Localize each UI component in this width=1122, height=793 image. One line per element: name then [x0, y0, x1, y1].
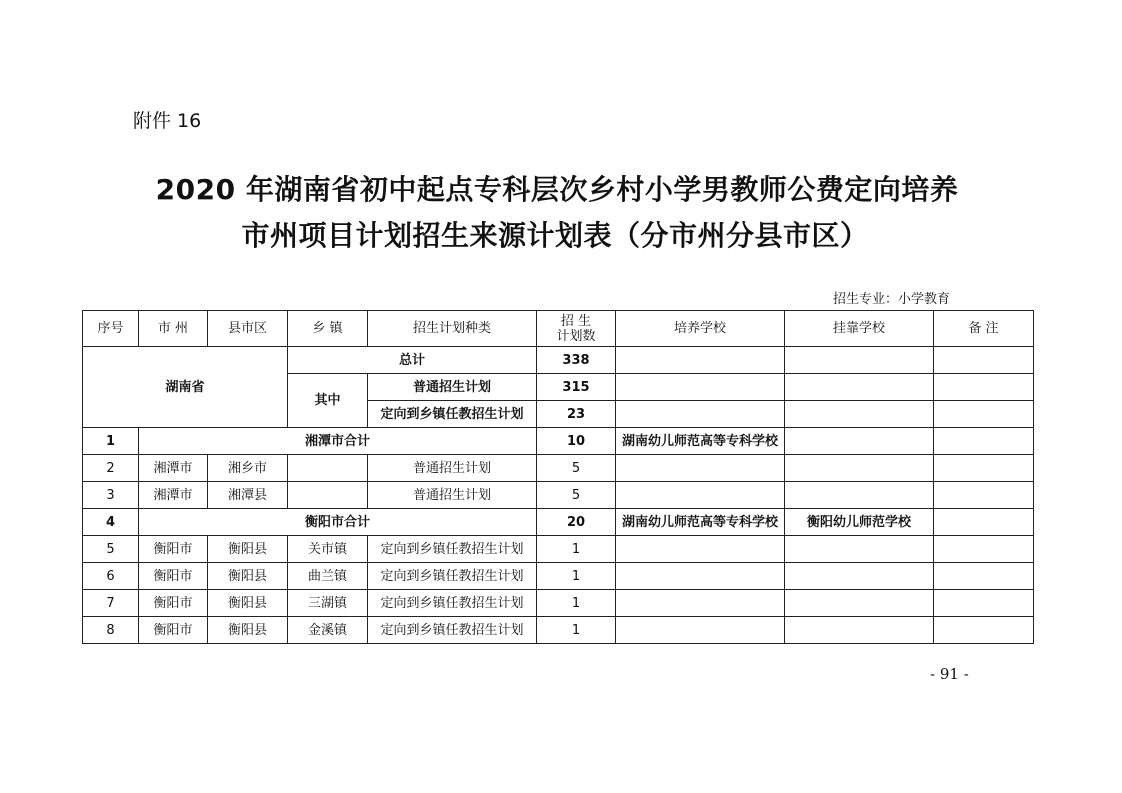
page-number: - 91 -	[930, 665, 969, 683]
header-plan-type: 招生计划种类	[368, 311, 537, 347]
row-plan-type: 定向到乡镇任教招生计划	[368, 563, 537, 590]
province-total-label: 总计	[288, 347, 537, 374]
row-seq: 7	[83, 590, 139, 617]
table-cell	[616, 482, 785, 509]
province-name: 湖南省	[83, 347, 288, 428]
row-township: 金溪镇	[288, 617, 368, 644]
row-county: 衡阳县	[208, 617, 288, 644]
city-total-affiliated-school	[785, 428, 934, 455]
table-cell	[934, 617, 1034, 644]
row-city: 衡阳市	[139, 563, 208, 590]
attachment-label: 附件 16	[133, 110, 202, 132]
table-cell	[934, 563, 1034, 590]
table-cell	[785, 374, 934, 401]
row-township	[288, 455, 368, 482]
province-among-label: 其中	[288, 374, 368, 428]
table-cell	[785, 401, 934, 428]
table-cell	[934, 347, 1034, 374]
row-count: 1	[537, 590, 616, 617]
row-city: 湘潭市	[139, 482, 208, 509]
table-cell	[616, 617, 785, 644]
table-row	[83, 455, 1034, 482]
table-row	[83, 536, 1034, 563]
table-cell	[616, 536, 785, 563]
table-row	[83, 590, 1034, 617]
table-cell	[616, 401, 785, 428]
header-township: 乡 镇	[288, 311, 368, 347]
table-cell	[616, 347, 785, 374]
city-total-training-school: 湖南幼儿师范高等专科学校	[616, 509, 785, 536]
table-cell	[785, 536, 934, 563]
province-regular-count: 315	[537, 374, 616, 401]
enrollment-plan-table	[82, 310, 1034, 644]
city-total-training-school: 湖南幼儿师范高等专科学校	[616, 428, 785, 455]
table-cell	[934, 536, 1034, 563]
header-training-school: 培养学校	[616, 311, 785, 347]
row-plan-type: 定向到乡镇任教招生计划	[368, 590, 537, 617]
table-cell	[785, 347, 934, 374]
table-cell	[934, 509, 1034, 536]
row-city: 衡阳市	[139, 617, 208, 644]
table-cell	[785, 455, 934, 482]
row-count: 1	[537, 563, 616, 590]
row-county: 湘潭县	[208, 482, 288, 509]
table-cell	[785, 482, 934, 509]
document-title-line-2: 市州项目计划招生来源计划表（分市州分县市区）	[241, 219, 869, 252]
header-seq: 序号	[83, 311, 139, 347]
row-count: 5	[537, 482, 616, 509]
table-cell	[785, 590, 934, 617]
table-cell	[934, 401, 1034, 428]
table-row	[83, 563, 1034, 590]
table-cell	[785, 563, 934, 590]
city-total-seq: 1	[83, 428, 139, 455]
province-regular-label: 普通招生计划	[368, 374, 537, 401]
row-seq: 2	[83, 455, 139, 482]
row-seq: 6	[83, 563, 139, 590]
table-cell	[934, 428, 1034, 455]
header-affiliated-school: 挂靠学校	[785, 311, 934, 347]
city-total-label: 衡阳市合计	[139, 509, 537, 536]
row-plan-type: 普通招生计划	[368, 455, 537, 482]
row-county: 衡阳县	[208, 536, 288, 563]
province-total-row	[83, 347, 1034, 374]
row-city: 衡阳市	[139, 590, 208, 617]
document-title-line-1: 2020 年湖南省初中起点专科层次乡村小学男教师公费定向培养	[155, 173, 959, 206]
city-total-row-hengyang	[83, 509, 1034, 536]
table-row	[83, 617, 1034, 644]
table-row	[83, 482, 1034, 509]
row-count: 1	[537, 536, 616, 563]
table-cell	[934, 374, 1034, 401]
table-cell	[934, 482, 1034, 509]
header-county: 县市区	[208, 311, 288, 347]
table-cell	[616, 455, 785, 482]
province-directed-label: 定向到乡镇任教招生计划	[368, 401, 537, 428]
table-cell	[934, 455, 1034, 482]
header-city: 市 州	[139, 311, 208, 347]
table-cell	[616, 374, 785, 401]
header-remarks: 备 注	[934, 311, 1034, 347]
row-township: 关市镇	[288, 536, 368, 563]
city-total-count: 10	[537, 428, 616, 455]
header-plan-count-line1: 招 生	[560, 313, 592, 329]
row-county: 衡阳县	[208, 590, 288, 617]
city-total-row-xiangtan	[83, 428, 1034, 455]
table-cell	[616, 563, 785, 590]
row-township	[288, 482, 368, 509]
table-cell	[785, 617, 934, 644]
city-total-affiliated-school: 衡阳幼儿师范学校	[785, 509, 934, 536]
enrollment-major: 招生专业：小学教育	[833, 292, 951, 307]
header-plan-count-line2: 计划数	[556, 328, 596, 344]
row-plan-type: 定向到乡镇任教招生计划	[368, 536, 537, 563]
city-total-count: 20	[537, 509, 616, 536]
row-seq: 5	[83, 536, 139, 563]
row-plan-type: 定向到乡镇任教招生计划	[368, 617, 537, 644]
row-seq: 3	[83, 482, 139, 509]
row-county: 湘乡市	[208, 455, 288, 482]
row-plan-type: 普通招生计划	[368, 482, 537, 509]
row-seq: 8	[83, 617, 139, 644]
header-plan-count	[537, 311, 616, 347]
province-total-count: 338	[537, 347, 616, 374]
province-directed-count: 23	[537, 401, 616, 428]
city-total-seq: 4	[83, 509, 139, 536]
table-header-row	[83, 311, 1034, 347]
row-city: 湘潭市	[139, 455, 208, 482]
row-city: 衡阳市	[139, 536, 208, 563]
city-total-label: 湘潭市合计	[139, 428, 537, 455]
row-township: 曲兰镇	[288, 563, 368, 590]
table-cell	[616, 590, 785, 617]
table-cell	[934, 590, 1034, 617]
row-count: 1	[537, 617, 616, 644]
row-county: 衡阳县	[208, 563, 288, 590]
row-count: 5	[537, 455, 616, 482]
row-township: 三湖镇	[288, 590, 368, 617]
